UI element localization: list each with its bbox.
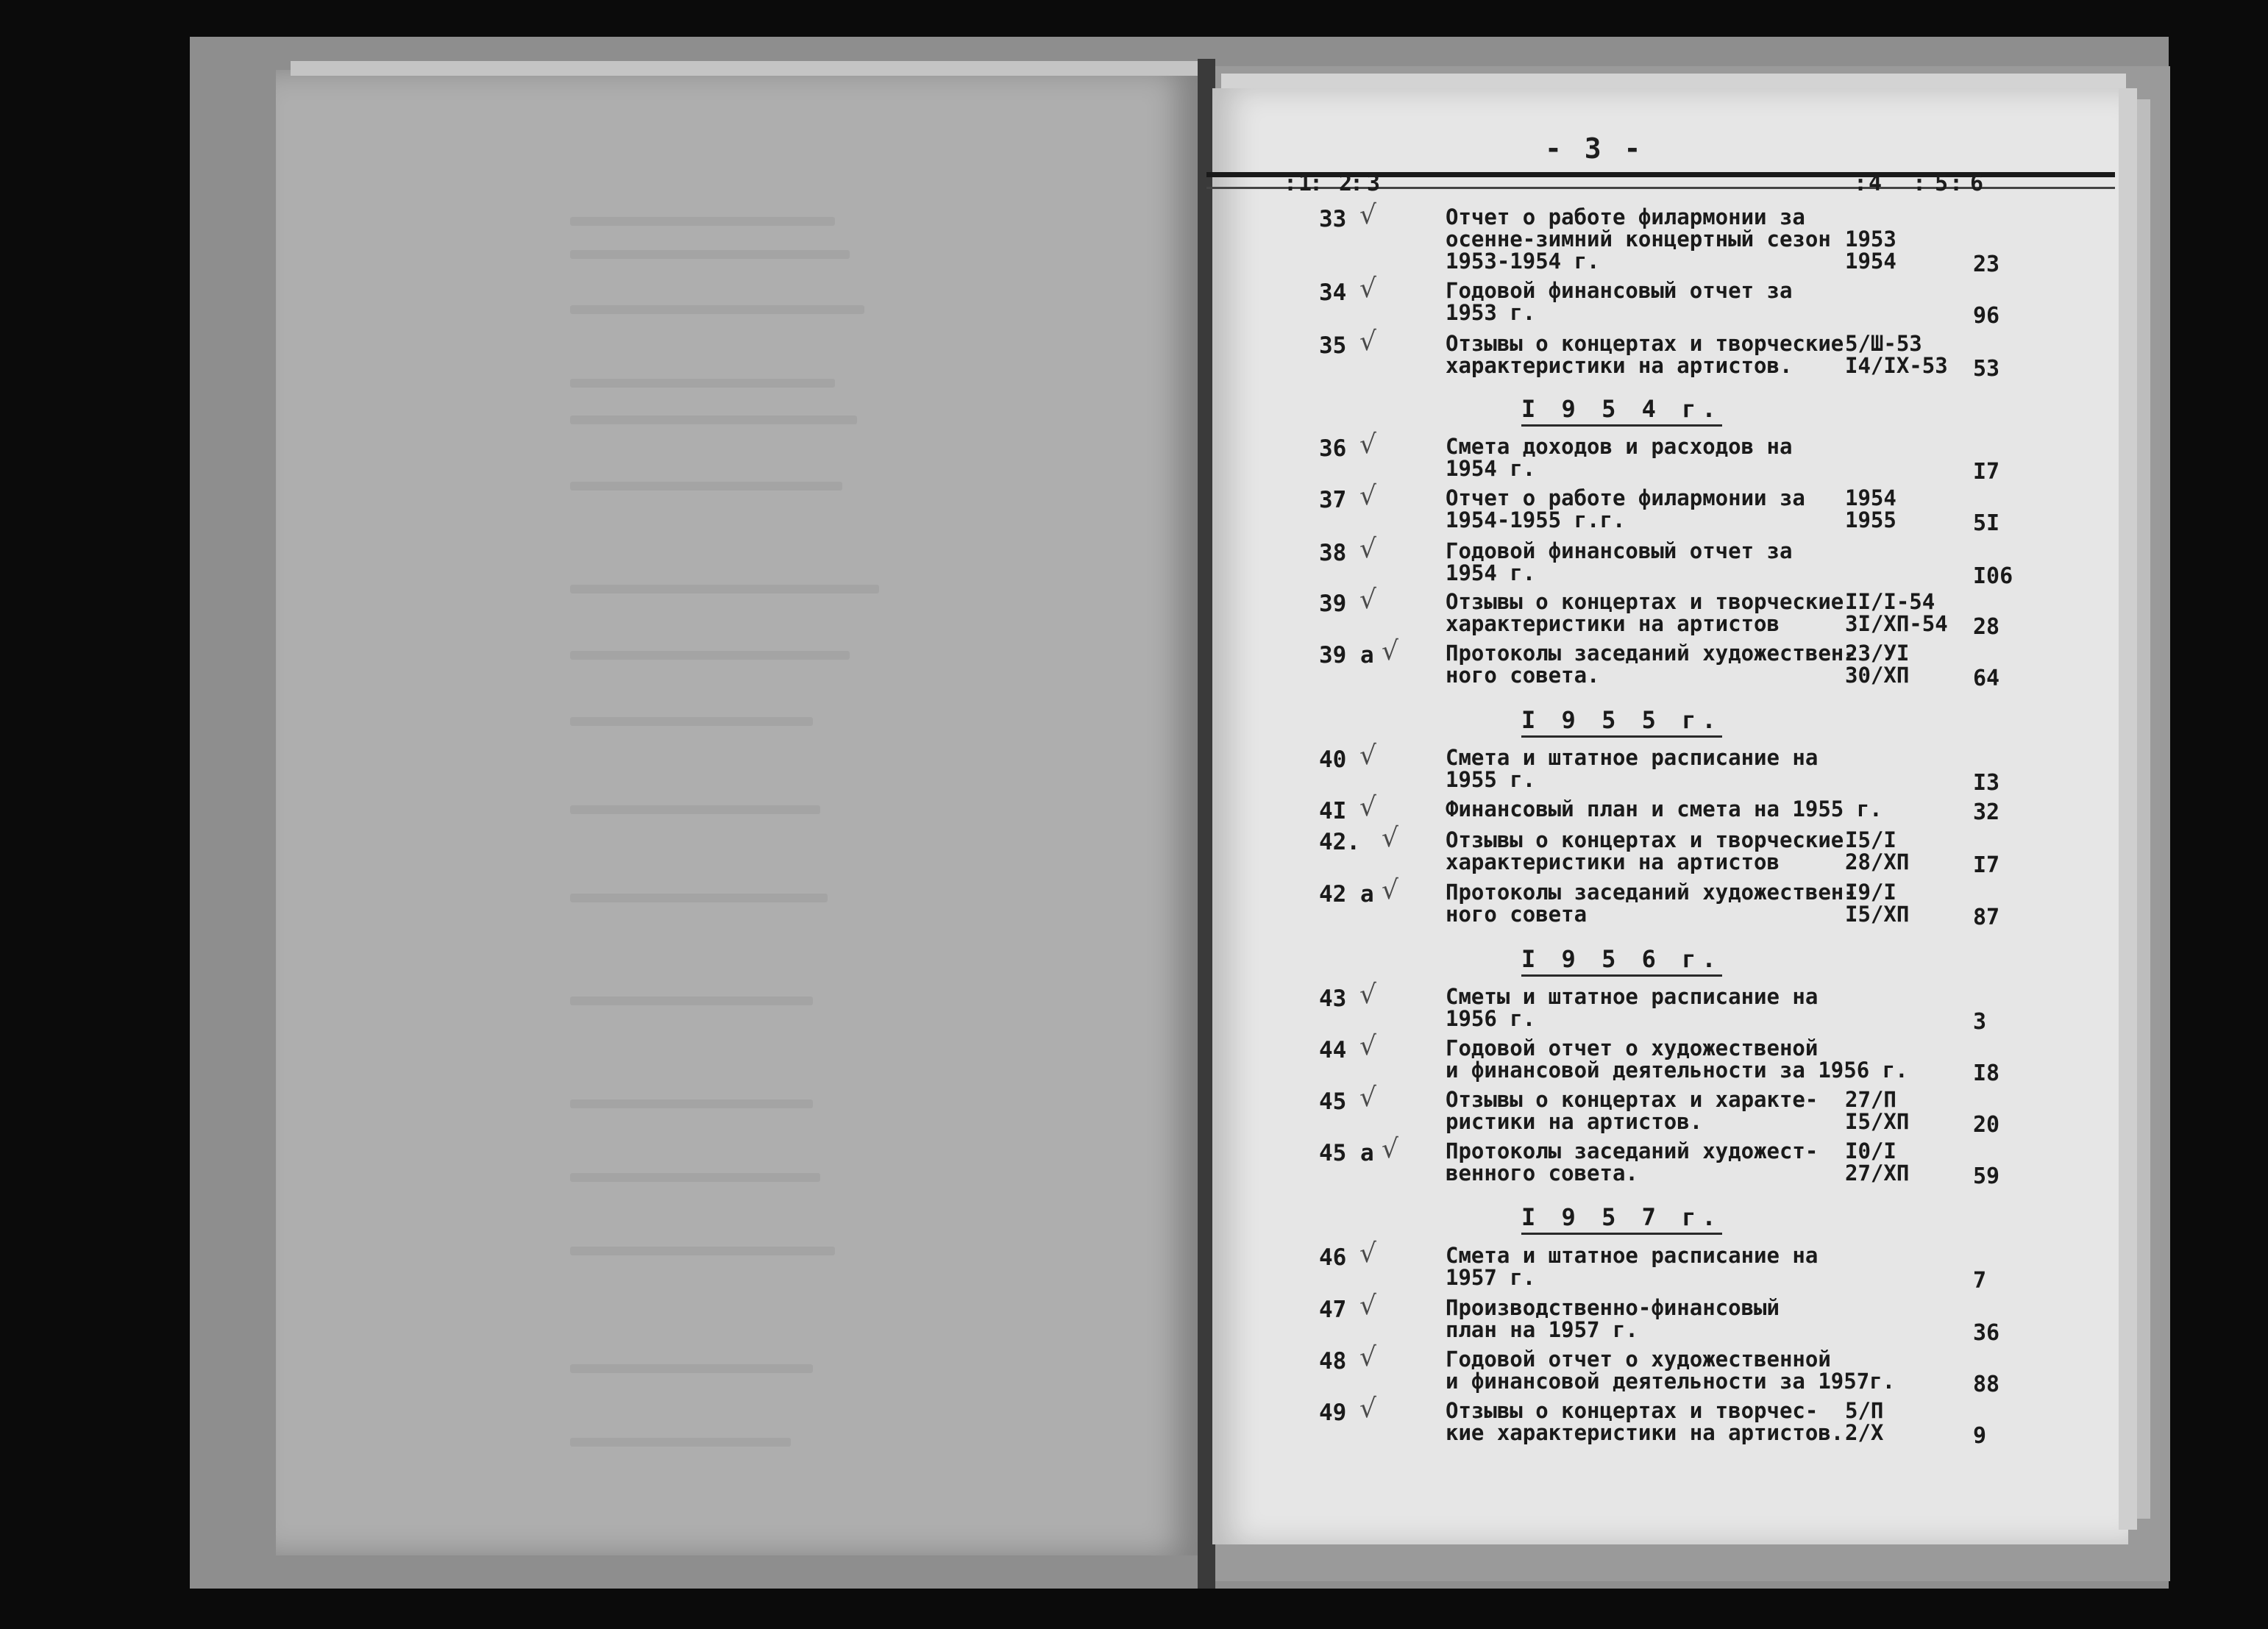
entry-date: 1953 bbox=[1845, 227, 1896, 252]
entry-title-line: и финансовой деятельности за 1956 г. bbox=[1446, 1058, 1908, 1083]
entry-title-line: Протоколы заседаний художест- bbox=[1446, 1138, 1819, 1163]
entry-number: 42 а bbox=[1319, 881, 1374, 908]
entry-sheet-count: 28 bbox=[1973, 614, 2000, 640]
right-page-stack-edge-2 bbox=[2137, 99, 2150, 1519]
entry-number: 4I bbox=[1319, 798, 1347, 824]
ghost-text-line bbox=[570, 1173, 820, 1182]
page-number: - 3 - bbox=[1545, 132, 1644, 165]
entry-title-line: Протоколы заседаний художествен- bbox=[1446, 880, 1857, 905]
check-mark: √ bbox=[1359, 429, 1376, 460]
entry-date: 30/XП bbox=[1845, 663, 1910, 688]
ghost-text-line bbox=[570, 217, 835, 226]
column-header-mark: : bbox=[1350, 171, 1364, 196]
entry-date: 5/П bbox=[1845, 1398, 1884, 1423]
entry-date: 1954 bbox=[1845, 485, 1896, 510]
ghost-text-line bbox=[570, 1099, 813, 1108]
entry-sheet-count: 59 bbox=[1973, 1163, 2000, 1189]
right-page-stack-top bbox=[1221, 74, 2126, 90]
entry-title-line: осенне-зимний концертный сезон bbox=[1446, 227, 1831, 252]
column-header-mark: 5 bbox=[1935, 171, 1949, 196]
entry-sheet-count: 7 bbox=[1973, 1268, 1987, 1294]
ghost-text-line bbox=[570, 997, 813, 1005]
column-header-mark: : bbox=[1284, 171, 1298, 196]
entry-number: 39 bbox=[1319, 591, 1347, 617]
column-header-mark: 6 bbox=[1970, 171, 1984, 196]
entry-title-line: Годовой отчет о художественой bbox=[1446, 1035, 1819, 1061]
entry-number: 45 bbox=[1319, 1088, 1347, 1115]
entry-title-line: 1954 г. bbox=[1446, 456, 1536, 481]
ghost-text-line bbox=[570, 305, 864, 314]
ghost-text-line bbox=[570, 651, 850, 660]
column-header-mark: : bbox=[1913, 171, 1927, 196]
entry-number: 44 bbox=[1319, 1037, 1347, 1063]
entry-number: 35 bbox=[1319, 332, 1347, 359]
check-mark: √ bbox=[1359, 327, 1376, 357]
entry-title-line: ного совета bbox=[1446, 902, 1588, 927]
check-mark: √ bbox=[1359, 980, 1376, 1010]
entry-date: 27/XП bbox=[1845, 1161, 1910, 1186]
left-page-bleed-through bbox=[276, 70, 1199, 1555]
entry-title-line: Отзывы о концертах и творческие bbox=[1446, 331, 1844, 356]
entry-sheet-count: 20 bbox=[1973, 1112, 2000, 1138]
ghost-text-line bbox=[570, 379, 835, 388]
entry-date: 28/XП bbox=[1845, 849, 1910, 874]
year-heading: I 9 5 5 г. bbox=[1521, 706, 1722, 738]
entry-number: 45 а bbox=[1319, 1140, 1374, 1166]
ghost-text-line bbox=[570, 1438, 791, 1447]
entry-sheet-count: 96 bbox=[1973, 303, 2000, 329]
entry-date: I4/IX-53 bbox=[1845, 353, 1948, 378]
check-mark: √ bbox=[1382, 1134, 1398, 1164]
entry-title-line: Производственно-финансовый bbox=[1446, 1295, 1780, 1320]
entry-date: 2/X bbox=[1845, 1420, 1884, 1445]
ghost-text-line bbox=[570, 482, 842, 491]
ghost-text-line bbox=[570, 250, 850, 259]
entry-title-line: ристики на артистов. bbox=[1446, 1109, 1703, 1134]
entry-date: 3I/XП-54 bbox=[1845, 611, 1948, 636]
entry-sheet-count: I3 bbox=[1973, 770, 2000, 796]
left-page-stack-edge bbox=[291, 61, 1203, 76]
check-mark: √ bbox=[1359, 1238, 1376, 1269]
check-mark: √ bbox=[1359, 1394, 1376, 1424]
entry-date: 23/УI bbox=[1845, 641, 1910, 666]
entry-title-line: 1956 г. bbox=[1446, 1006, 1536, 1031]
entry-title-line: кие характеристики на артистов. bbox=[1446, 1420, 1844, 1445]
entry-sheet-count: 53 bbox=[1973, 356, 2000, 382]
entry-sheet-count: 3 bbox=[1973, 1009, 1987, 1035]
entry-title-line: Годовой отчет о художественной bbox=[1446, 1347, 1831, 1372]
entry-number: 38 bbox=[1319, 540, 1347, 566]
entry-date: 1954 bbox=[1845, 249, 1896, 274]
entry-title-line: Протоколы заседаний художествен- bbox=[1446, 641, 1857, 666]
check-mark: √ bbox=[1359, 741, 1376, 771]
check-mark: √ bbox=[1359, 585, 1376, 615]
ghost-text-line bbox=[570, 585, 879, 594]
entry-title-line: характеристики на артистов. bbox=[1446, 353, 1793, 378]
column-header-mark: : bbox=[1949, 171, 1963, 196]
entry-sheet-count: I06 bbox=[1973, 563, 2013, 589]
entry-title-line: характеристики на артистов bbox=[1446, 849, 1780, 874]
check-mark: √ bbox=[1359, 792, 1376, 822]
entry-sheet-count: I7 bbox=[1973, 852, 2000, 878]
column-header-mark: 4 bbox=[1869, 171, 1883, 196]
check-mark: √ bbox=[1359, 1083, 1376, 1113]
entry-title-line: 1953 г. bbox=[1446, 300, 1536, 325]
check-mark: √ bbox=[1382, 636, 1398, 666]
entry-title-line: Отзывы о концертах и творческие bbox=[1446, 589, 1844, 614]
column-header-mark: 2 bbox=[1339, 171, 1353, 196]
check-mark: √ bbox=[1359, 200, 1376, 230]
entry-number: 46 bbox=[1319, 1244, 1347, 1271]
entry-title-line: план на 1957 г. bbox=[1446, 1317, 1638, 1342]
right-page-stack-edge bbox=[2119, 88, 2137, 1530]
column-header-mark: : bbox=[1854, 171, 1868, 196]
ghost-text-line bbox=[570, 717, 813, 726]
entry-title-line: 1953-1954 г. bbox=[1446, 249, 1600, 274]
entry-date: II/I-54 bbox=[1845, 589, 1935, 614]
entry-title-line: Смета доходов и расходов на bbox=[1446, 434, 1793, 459]
entry-title-line: Отзывы о концертах и творчес- bbox=[1446, 1398, 1819, 1423]
entry-number: 34 bbox=[1319, 279, 1347, 306]
entry-number: 47 bbox=[1319, 1297, 1347, 1323]
check-mark: √ bbox=[1382, 875, 1398, 905]
year-heading: I 9 5 7 г. bbox=[1521, 1203, 1722, 1235]
entry-title-line: 1954 г. bbox=[1446, 560, 1536, 585]
entry-number: 42. bbox=[1319, 829, 1360, 855]
entry-date: I0/I bbox=[1845, 1138, 1896, 1163]
entry-sheet-count: I7 bbox=[1973, 459, 2000, 485]
entry-number: 37 bbox=[1319, 487, 1347, 513]
entry-title-line: Отзывы о концертах и характе- bbox=[1446, 1087, 1819, 1112]
entry-title-line: характеристики на артистов bbox=[1446, 611, 1780, 636]
check-mark: √ bbox=[1382, 823, 1398, 853]
column-header-mark: 1 bbox=[1298, 171, 1312, 196]
entry-sheet-count: 36 bbox=[1973, 1320, 2000, 1346]
entry-title-line: Отчет о работе филармонии за bbox=[1446, 485, 1805, 510]
ghost-text-line bbox=[570, 1247, 835, 1255]
entry-number: 39 а bbox=[1319, 642, 1374, 669]
entry-title-line: Сметы и штатное расписание на bbox=[1446, 984, 1819, 1009]
check-mark: √ bbox=[1359, 274, 1376, 304]
entry-sheet-count: I8 bbox=[1973, 1061, 2000, 1086]
ghost-text-line bbox=[570, 416, 857, 424]
entry-date: I5/I bbox=[1845, 827, 1896, 852]
entry-sheet-count: 9 bbox=[1973, 1423, 1987, 1449]
year-heading: I 9 5 6 г. bbox=[1521, 945, 1722, 977]
check-mark: √ bbox=[1359, 534, 1376, 564]
year-heading: I 9 5 4 г. bbox=[1521, 395, 1722, 427]
entry-sheet-count: 5I bbox=[1973, 510, 2000, 536]
entry-date: I9/I bbox=[1845, 880, 1896, 905]
entry-date: 1955 bbox=[1845, 507, 1896, 532]
entry-sheet-count: 87 bbox=[1973, 905, 2000, 930]
entry-number: 33 bbox=[1319, 206, 1347, 232]
entry-title-line: Смета и штатное расписание на bbox=[1446, 745, 1819, 770]
entry-title-line: Годовой финансовый отчет за bbox=[1446, 538, 1793, 563]
ghost-text-line bbox=[570, 894, 828, 902]
check-mark: √ bbox=[1359, 481, 1376, 511]
entry-number: 43 bbox=[1319, 985, 1347, 1012]
entry-number: 49 bbox=[1319, 1400, 1347, 1426]
entry-title-line: Годовой финансовый отчет за bbox=[1446, 278, 1793, 303]
entry-number: 40 bbox=[1319, 746, 1347, 773]
column-header-mark: : bbox=[1309, 171, 1323, 196]
check-mark: √ bbox=[1359, 1291, 1376, 1321]
check-mark: √ bbox=[1359, 1342, 1376, 1372]
entry-title-line: 1955 г. bbox=[1446, 767, 1536, 792]
column-header-mark: 3 bbox=[1367, 171, 1381, 196]
entry-date: 5/Ш-53 bbox=[1845, 331, 1922, 356]
entry-date: 27/П bbox=[1845, 1087, 1896, 1112]
entry-title-line: венного совета. bbox=[1446, 1161, 1638, 1186]
entry-number: 48 bbox=[1319, 1348, 1347, 1375]
entry-sheet-count: 32 bbox=[1973, 799, 2000, 825]
entry-sheet-count: 88 bbox=[1973, 1372, 2000, 1397]
ghost-text-line bbox=[570, 1364, 813, 1373]
ghost-text-line bbox=[570, 805, 820, 814]
entry-title-line: 1954-1955 г.г. bbox=[1446, 507, 1626, 532]
entry-date: I5/XП bbox=[1845, 1109, 1910, 1134]
entry-title-line: Отчет о работе филармонии за bbox=[1446, 204, 1805, 229]
entry-number: 36 bbox=[1319, 435, 1347, 462]
entry-title-line: и финансовой деятельности за 1957г. bbox=[1446, 1369, 1896, 1394]
entry-title-line: ного совета. bbox=[1446, 663, 1600, 688]
entry-title-line: 1957 г. bbox=[1446, 1265, 1536, 1290]
entry-title-line: Финансовый план и смета на 1955 г. bbox=[1446, 796, 1883, 821]
entry-sheet-count: 23 bbox=[1973, 252, 2000, 277]
check-mark: √ bbox=[1359, 1031, 1376, 1061]
entry-title-line: Смета и штатное расписание на bbox=[1446, 1243, 1819, 1268]
entry-date: I5/XП bbox=[1845, 902, 1910, 927]
entry-title-line: Отзывы о концертах и творческие bbox=[1446, 827, 1844, 852]
entry-sheet-count: 64 bbox=[1973, 666, 2000, 691]
